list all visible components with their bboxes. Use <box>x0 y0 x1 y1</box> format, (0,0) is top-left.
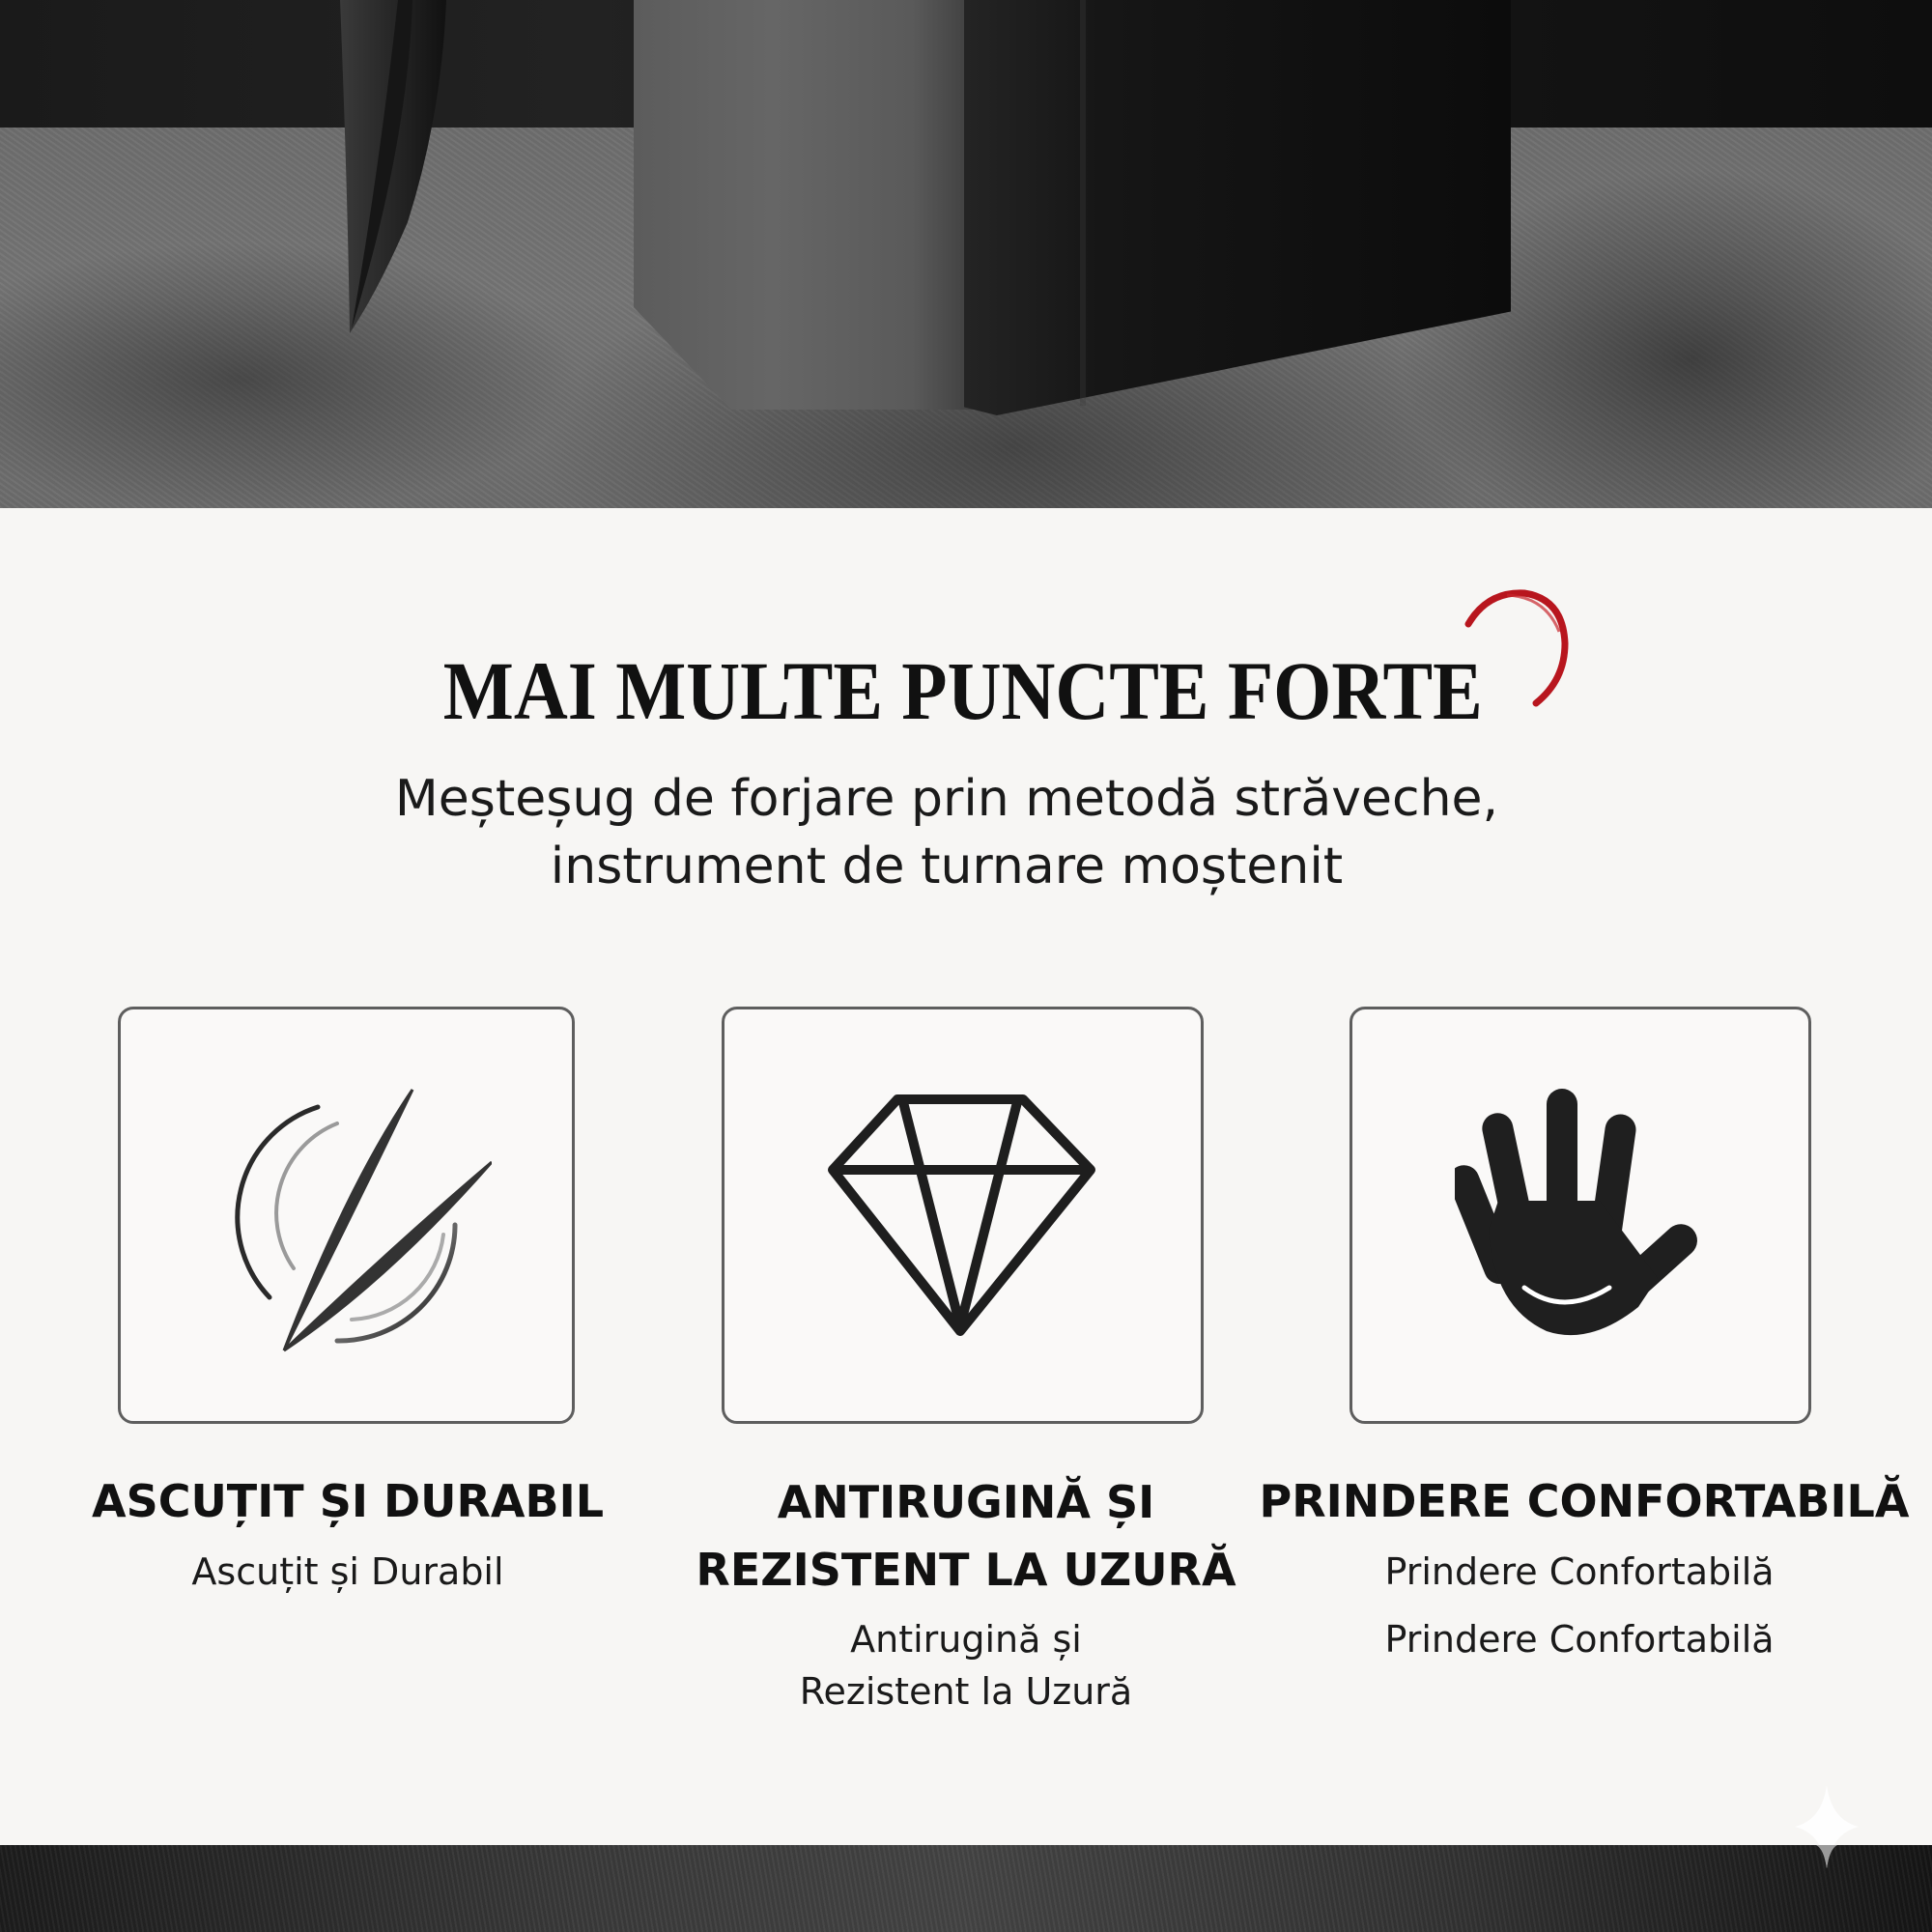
sparkle-icon <box>1795 1785 1859 1868</box>
feature-title-rustproof-line-2: REZISTENT LA UZURĂ <box>696 1544 1236 1596</box>
sharp-blade-icon <box>202 1070 492 1360</box>
feature-card-rustproof <box>722 1007 1204 1424</box>
feature-card-grip <box>1350 1007 1811 1424</box>
knife-blade-illustration <box>340 0 466 333</box>
hero-product-photo <box>0 0 1932 508</box>
subtitle-line-1: Meșteșug de forjare prin metodă străveche, <box>394 770 1499 828</box>
red-brush-circle-icon <box>1449 585 1575 711</box>
feature-desc-sharp: Ascuțit și Durabil <box>191 1550 504 1593</box>
page-subtitle <box>0 765 1893 900</box>
diamond-icon <box>828 1094 1098 1336</box>
feature-desc-grip-2: Prindere Confortabilă <box>1384 1618 1775 1661</box>
feature-desc-rustproof-line-2: Rezistent la Uzură <box>799 1670 1133 1713</box>
feature-desc-rustproof-line-1: Antirugină și <box>850 1618 1082 1661</box>
feature-desc-grip-1: Prindere Confortabilă <box>1384 1550 1775 1593</box>
feature-desc-rustproof <box>657 1613 1275 1718</box>
feature-card-sharp <box>118 1007 575 1424</box>
subtitle-line-2: instrument de turnare moștenit <box>550 838 1344 895</box>
feature-title-rustproof <box>657 1468 1275 1604</box>
hand-grip-icon <box>1455 1085 1706 1346</box>
feature-title-rustproof-line-1: ANTIRUGINĂ ȘI <box>777 1476 1155 1528</box>
bottom-photo-strip <box>0 1845 1932 1932</box>
knife-block-front-face <box>634 0 981 410</box>
page-title: MAI MULTE PUNCTE FORTE <box>442 644 1483 737</box>
feature-title-sharp: ASCUȚIT ȘI DURABIL <box>91 1475 605 1527</box>
feature-title-grip: PRINDERE CONFORTABILĂ <box>1259 1475 1910 1527</box>
knife-block-edge <box>1080 0 1086 406</box>
